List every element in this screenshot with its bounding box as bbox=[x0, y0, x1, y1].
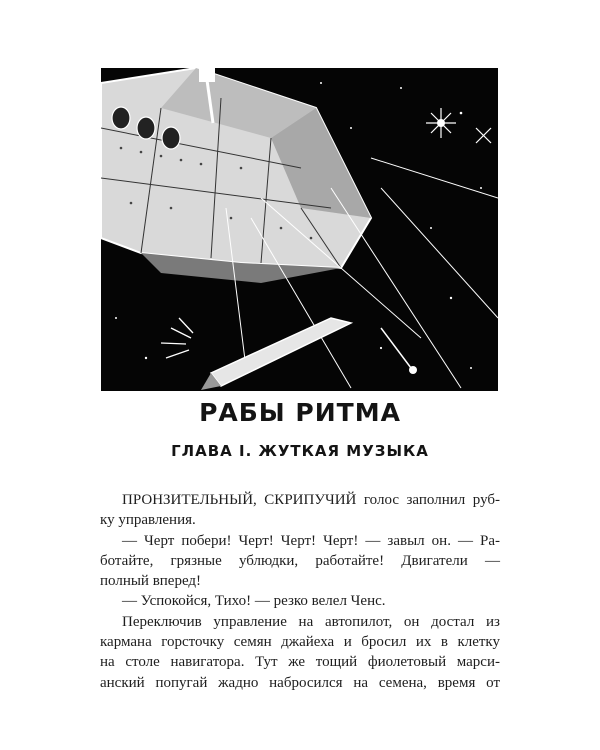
text-line: ПРОНЗИТЕЛЬНЫЙ, СКРИПУЧИЙ голос заполнил руб- bbox=[122, 492, 500, 508]
text-line: Переключив управление на автопилот, он достал из bbox=[122, 613, 500, 630]
text-line: полный вперед! bbox=[100, 573, 202, 590]
spaceship-illustration bbox=[101, 68, 498, 391]
text-line: — Черт побери! Черт! Черт! Черт! — завыл он. — Ра- bbox=[122, 532, 500, 549]
text-line: — Успокойся, Тихо! — резко велел Ченс. bbox=[122, 593, 386, 610]
text-line: кармана горсточку семян джайеха и бросил их в клетку bbox=[100, 634, 500, 651]
body-text bbox=[100, 490, 500, 693]
story-title: РАБЫ РИТМА bbox=[199, 398, 401, 427]
text-line: на столе навигатора. Тут же тощий фиолетовый марси- bbox=[100, 654, 500, 671]
chapter-title: ГЛАВА I. ЖУТКАЯ МУЗЫКА bbox=[171, 442, 429, 460]
text-line: ку управления. bbox=[100, 512, 196, 529]
text-line: ботайте, грязные ублюдки, работайте! Двигатели — bbox=[100, 552, 500, 569]
text-line: анский попугай жадно набросился на семена, время от bbox=[100, 674, 500, 691]
